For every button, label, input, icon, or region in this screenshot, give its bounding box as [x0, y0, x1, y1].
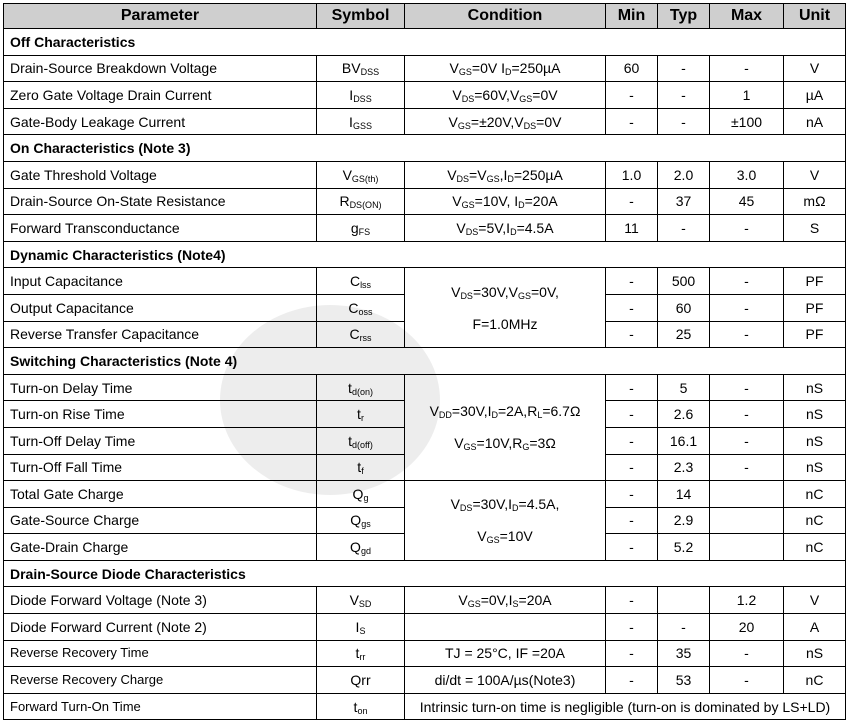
min-cell: -	[606, 454, 658, 481]
min-cell: -	[606, 534, 658, 561]
unit-cell: nA	[784, 108, 846, 135]
symbol-cell: $C_{oss}$	[317, 294, 405, 321]
param-cell: Drain-Source On-State Resistance	[4, 188, 317, 215]
condition-cell: $V_{GS}=10V$, $I_D=20A$	[405, 188, 606, 215]
symbol-cell: $I_{DSS}$	[317, 82, 405, 109]
header-parameter: Parameter	[4, 4, 317, 29]
condition-cell-recovery-1: TJ = 25°C, IF =20A	[405, 640, 606, 667]
condition-cell: $V_{GS}=0V$ $I_D=250\mu A$	[405, 55, 606, 82]
condition-cell: $V_{GS}=0V,I_S=20A$	[405, 587, 606, 614]
condition-cell-gate-charge: $V_{DS}=30V,I_D=4.5A$, $V_{GS}=10V$	[405, 481, 606, 561]
min-cell: -	[606, 374, 658, 401]
symbol-cell: $Q_{gd}$	[317, 534, 405, 561]
condition-cell-turn-on: Intrinsic turn-on time is negligible (turn-on is dominated by LS+LD)	[405, 693, 846, 720]
electrical-characteristics-table	[3, 3, 846, 720]
typ-cell	[658, 587, 710, 614]
section-title-diode: Drain-Source Diode Characteristics	[4, 560, 846, 587]
symbol-cell: $V_{SD}$	[317, 587, 405, 614]
header-unit: Unit	[784, 4, 846, 29]
typ-cell: 2.3	[658, 454, 710, 481]
param-cell: Forward Turn-On Time	[4, 693, 317, 720]
min-cell: 11	[606, 215, 658, 242]
table-row	[4, 82, 846, 109]
unit-cell: nC	[784, 667, 846, 694]
typ-cell: 500	[658, 268, 710, 295]
max-cell: 45	[710, 188, 784, 215]
typ-cell: -	[658, 55, 710, 82]
typ-cell: -	[658, 82, 710, 109]
param-cell: Zero Gate Voltage Drain Current	[4, 82, 317, 109]
table-row	[4, 108, 846, 135]
condition-cell: $V_{GS}=\pm 20V,V_{DS}=0V$	[405, 108, 606, 135]
typ-cell: -	[658, 215, 710, 242]
unit-cell: V	[784, 161, 846, 188]
min-cell: -	[606, 401, 658, 428]
unit-cell: PF	[784, 268, 846, 295]
min-cell: -	[606, 294, 658, 321]
symbol-cell: $C_{rss}$	[317, 321, 405, 348]
unit-cell: PF	[784, 321, 846, 348]
min-cell: 60	[606, 55, 658, 82]
section-row	[4, 560, 846, 587]
section-row	[4, 135, 846, 162]
min-cell: -	[606, 667, 658, 694]
param-cell: Turn-on Rise Time	[4, 401, 317, 428]
typ-cell: 2.9	[658, 507, 710, 534]
max-cell: -	[710, 454, 784, 481]
condition-cell-capacitance: $V_{DS}=30V,V_{GS}=0V$, F=1.0MHz	[405, 268, 606, 348]
symbol-cell: $g_{FS}$	[317, 215, 405, 242]
symbol-cell: $BV_{DSS}$	[317, 55, 405, 82]
symbol-cell: $t_{rr}$	[317, 640, 405, 667]
min-cell: -	[606, 507, 658, 534]
unit-cell: nS	[784, 454, 846, 481]
symbol-cell: $I_{GSS}$	[317, 108, 405, 135]
param-cell: Reverse Recovery Charge	[4, 667, 317, 694]
param-cell: Turn-Off Fall Time	[4, 454, 317, 481]
symbol-cell: $I_S$	[317, 614, 405, 641]
min-cell: -	[606, 640, 658, 667]
typ-cell: 35	[658, 640, 710, 667]
condition-cell-recovery-2: di/dt = 100A/µs(Note3)	[405, 667, 606, 694]
unit-cell: mΩ	[784, 188, 846, 215]
unit-cell: PF	[784, 294, 846, 321]
table-row	[4, 215, 846, 242]
max-cell: 3.0	[710, 161, 784, 188]
typ-cell: -	[658, 614, 710, 641]
min-cell: -	[606, 188, 658, 215]
typ-cell: 60	[658, 294, 710, 321]
table-header-row	[4, 4, 846, 29]
min-cell: -	[606, 108, 658, 135]
section-row	[4, 241, 846, 268]
section-title-off: Off Characteristics	[4, 29, 846, 56]
unit-cell: nS	[784, 640, 846, 667]
typ-cell: 14	[658, 481, 710, 508]
table-row	[4, 188, 846, 215]
max-cell: -	[710, 667, 784, 694]
symbol-cell: $V_{GS(th)}$	[317, 161, 405, 188]
max-cell: -	[710, 427, 784, 454]
table-row	[4, 693, 846, 720]
condition-cell-switching: $V_{DD}=30V,I_D=2A,R_L=6.7\Omega$ $V_{GS}=10V,R_G=3\Omega$	[405, 374, 606, 480]
symbol-cell: $t_{on}$	[317, 693, 405, 720]
unit-cell: µA	[784, 82, 846, 109]
typ-cell: 37	[658, 188, 710, 215]
param-cell: Gate Threshold Voltage	[4, 161, 317, 188]
unit-cell: nC	[784, 507, 846, 534]
section-title-switching: Switching Characteristics (Note 4)	[4, 348, 846, 375]
condition-cell	[405, 614, 606, 641]
section-title-dynamic: Dynamic Characteristics (Note4)	[4, 241, 846, 268]
max-cell	[710, 507, 784, 534]
table-row	[4, 268, 846, 295]
section-row	[4, 348, 846, 375]
max-cell	[710, 481, 784, 508]
section-title-on: On Characteristics (Note 3)	[4, 135, 846, 162]
typ-cell: 2.6	[658, 401, 710, 428]
param-cell: Gate-Drain Charge	[4, 534, 317, 561]
unit-cell: nC	[784, 481, 846, 508]
param-cell: Gate-Body Leakage Current	[4, 108, 317, 135]
min-cell: -	[606, 268, 658, 295]
table-row	[4, 374, 846, 401]
typ-cell: 25	[658, 321, 710, 348]
symbol-cell: $Q_g$	[317, 481, 405, 508]
min-cell: -	[606, 321, 658, 348]
param-cell: Turn-Off Delay Time	[4, 427, 317, 454]
header-symbol: Symbol	[317, 4, 405, 29]
table-row	[4, 587, 846, 614]
unit-cell: nS	[784, 401, 846, 428]
symbol-cell: $t_{d(on)}$	[317, 374, 405, 401]
unit-cell: V	[784, 55, 846, 82]
max-cell: -	[710, 321, 784, 348]
param-cell: Forward Transconductance	[4, 215, 317, 242]
max-cell: -	[710, 401, 784, 428]
param-cell: Input Capacitance	[4, 268, 317, 295]
symbol-cell: $t_r$	[317, 401, 405, 428]
param-cell: Diode Forward Current (Note 2)	[4, 614, 317, 641]
param-cell: Total Gate Charge	[4, 481, 317, 508]
param-cell: Gate-Source Charge	[4, 507, 317, 534]
symbol-cell: $Q_{gs}$	[317, 507, 405, 534]
max-cell: -	[710, 294, 784, 321]
unit-cell: nC	[784, 534, 846, 561]
min-cell: -	[606, 587, 658, 614]
table-row	[4, 481, 846, 508]
max-cell: 20	[710, 614, 784, 641]
table-row	[4, 640, 846, 667]
unit-cell: nS	[784, 374, 846, 401]
typ-cell: 5.2	[658, 534, 710, 561]
max-cell: -	[710, 268, 784, 295]
symbol-cell: Qrr	[317, 667, 405, 694]
max-cell: -	[710, 55, 784, 82]
min-cell: -	[606, 427, 658, 454]
table-row	[4, 667, 846, 694]
condition-cell: $V_{DS}=V_{GS},I_D=250\mu A$	[405, 161, 606, 188]
typ-cell: -	[658, 108, 710, 135]
symbol-cell: $R_{DS(ON)}$	[317, 188, 405, 215]
header-max: Max	[710, 4, 784, 29]
typ-cell: 16.1	[658, 427, 710, 454]
max-cell: -	[710, 640, 784, 667]
symbol-cell: $t_f$	[317, 454, 405, 481]
typ-cell: 2.0	[658, 161, 710, 188]
unit-cell: nS	[784, 427, 846, 454]
table-row	[4, 55, 846, 82]
max-cell: -	[710, 374, 784, 401]
max-cell: 1.2	[710, 587, 784, 614]
symbol-cell: $t_{d(off)}$	[317, 427, 405, 454]
section-row	[4, 29, 846, 56]
condition-cell: $V_{DS}=5V,I_D=4.5A$	[405, 215, 606, 242]
header-typ: Typ	[658, 4, 710, 29]
unit-cell: A	[784, 614, 846, 641]
min-cell: -	[606, 481, 658, 508]
symbol-cell: $C_{lss}$	[317, 268, 405, 295]
max-cell: -	[710, 215, 784, 242]
max-cell: ±100	[710, 108, 784, 135]
max-cell: 1	[710, 82, 784, 109]
param-cell: Diode Forward Voltage (Note 3)	[4, 587, 317, 614]
param-cell: Turn-on Delay Time	[4, 374, 317, 401]
min-cell: -	[606, 614, 658, 641]
param-cell: Output Capacitance	[4, 294, 317, 321]
spec-table-wrapper	[3, 3, 846, 720]
table-row	[4, 614, 846, 641]
condition-cell: $V_{DS}=60V,V_{GS}=0V$	[405, 82, 606, 109]
min-cell: 1.0	[606, 161, 658, 188]
header-min: Min	[606, 4, 658, 29]
max-cell	[710, 534, 784, 561]
param-cell: Drain-Source Breakdown Voltage	[4, 55, 317, 82]
unit-cell: V	[784, 587, 846, 614]
header-condition: Condition	[405, 4, 606, 29]
param-cell: Reverse Recovery Time	[4, 640, 317, 667]
typ-cell: 53	[658, 667, 710, 694]
typ-cell: 5	[658, 374, 710, 401]
min-cell: -	[606, 82, 658, 109]
param-cell: Reverse Transfer Capacitance	[4, 321, 317, 348]
table-row	[4, 161, 846, 188]
unit-cell: S	[784, 215, 846, 242]
